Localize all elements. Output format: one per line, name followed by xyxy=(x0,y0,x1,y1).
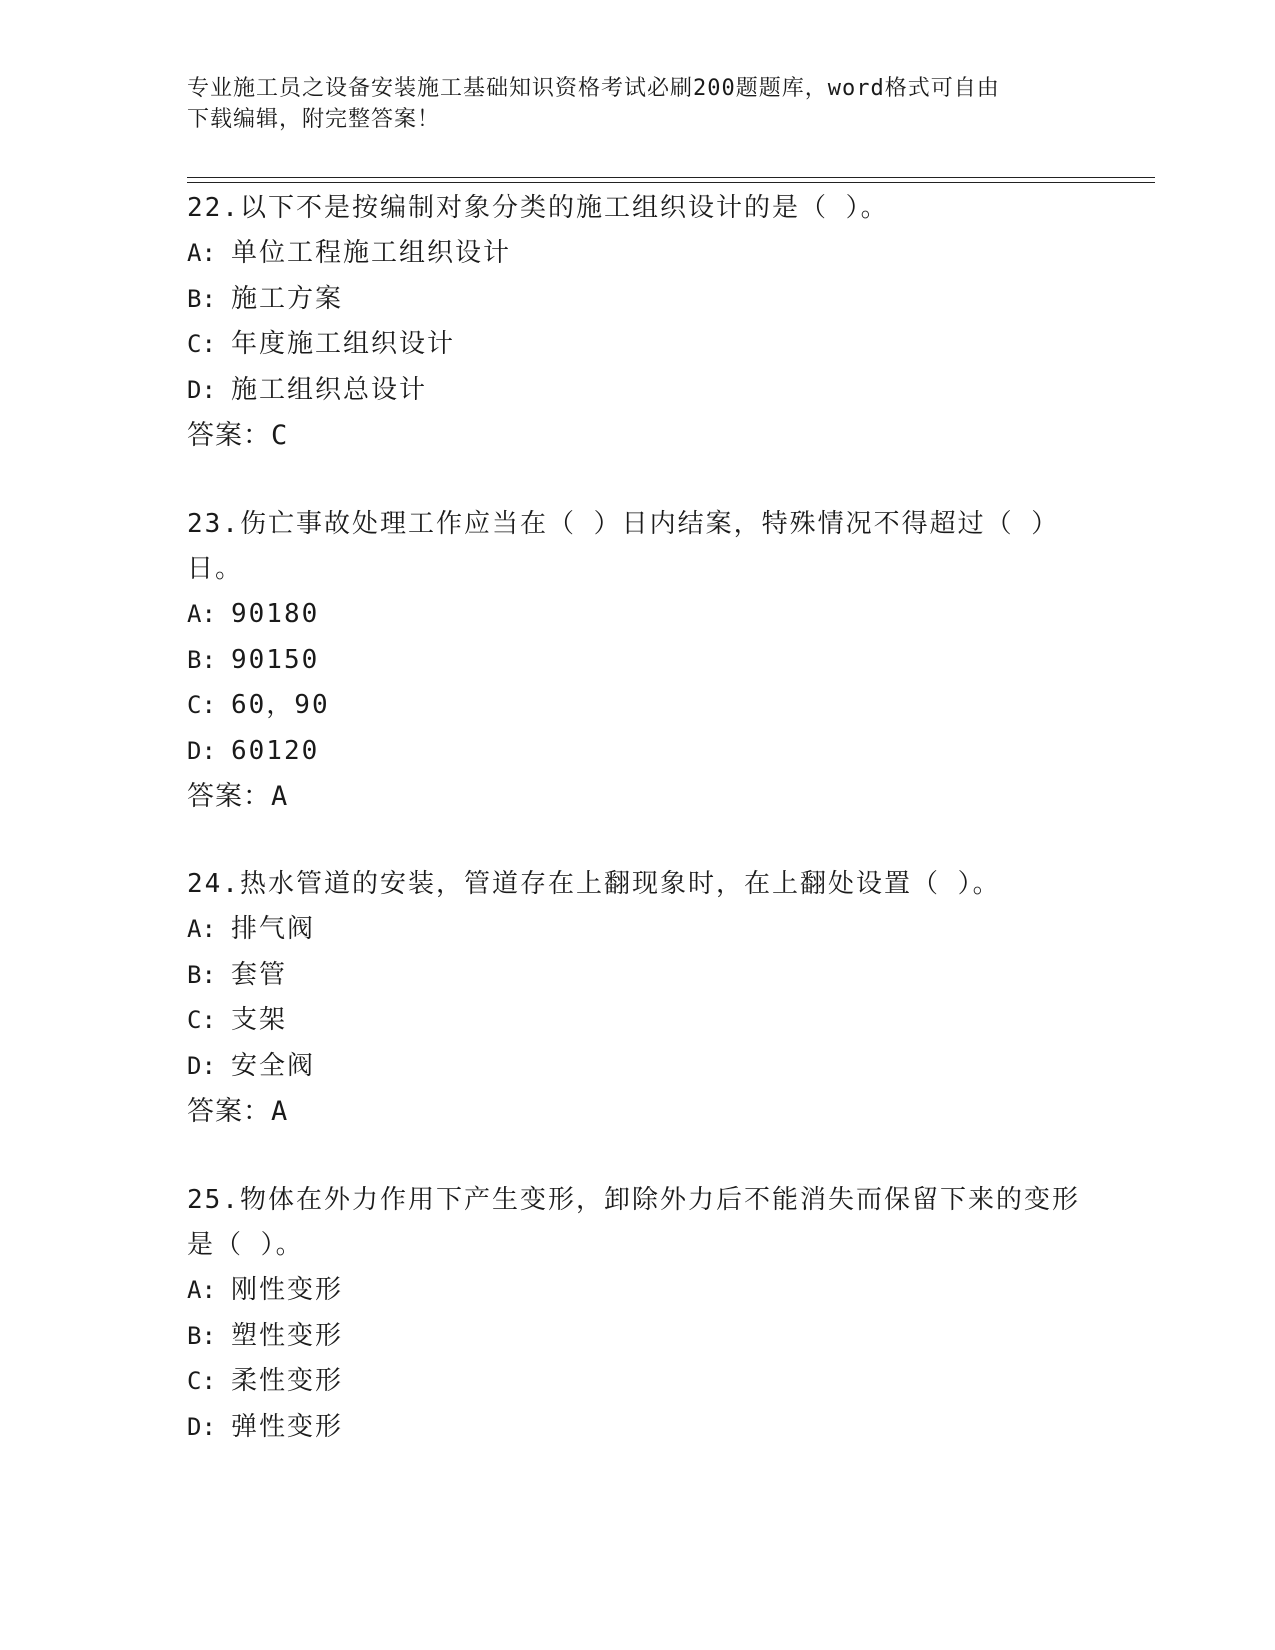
option-text: 施工组织总设计 xyxy=(231,374,428,405)
option-text: 排气阀 xyxy=(231,914,316,944)
option-d xyxy=(187,368,1087,414)
option-letter: B: xyxy=(187,960,216,989)
option-text: 60，90 xyxy=(231,690,330,720)
header-line-2: 下载编辑，附完整答案！ xyxy=(187,107,441,132)
option-letter: B: xyxy=(187,284,216,313)
question-23 xyxy=(187,502,1087,819)
option-a xyxy=(187,592,1087,638)
option-text: 柔性变形 xyxy=(231,1366,344,1396)
option-text: 单位工程施工组织设计 xyxy=(231,238,512,268)
question-22 xyxy=(187,186,1087,458)
option-letter: C: xyxy=(187,691,216,719)
header-divider-top xyxy=(187,177,1155,178)
option-a xyxy=(187,1268,1087,1314)
option-letter: C: xyxy=(187,330,216,358)
option-text: 弹性变形 xyxy=(231,1411,344,1442)
question-25 xyxy=(187,1178,1087,1450)
answer xyxy=(187,413,1087,458)
option-letter: C: xyxy=(187,1367,216,1395)
question-text: 22.以下不是按编制对象分类的施工组织设计的是（ ）。 xyxy=(187,193,889,223)
option-letter: A: xyxy=(187,239,216,267)
answer xyxy=(187,1089,1087,1134)
option-text: 90180 xyxy=(231,599,320,629)
option-a xyxy=(187,231,1087,277)
option-c xyxy=(187,322,1087,368)
option-letter: D: xyxy=(187,1051,216,1080)
option-letter: D: xyxy=(187,1412,216,1441)
option-a xyxy=(187,907,1087,953)
option-b xyxy=(187,638,1087,684)
answer-label: 答案： xyxy=(187,781,271,812)
answer-value: C xyxy=(271,420,289,451)
option-d xyxy=(187,729,1087,775)
answer xyxy=(187,774,1087,819)
option-text: 安全阀 xyxy=(231,1050,316,1081)
option-d xyxy=(187,1405,1087,1451)
option-c xyxy=(187,683,1087,729)
answer-value: A xyxy=(271,781,289,812)
option-text: 90150 xyxy=(231,644,320,675)
option-text: 塑性变形 xyxy=(231,1320,344,1351)
option-letter: A: xyxy=(187,915,216,943)
option-letter: B: xyxy=(187,1321,216,1350)
option-text: 支架 xyxy=(231,1005,288,1035)
question-24 xyxy=(187,862,1087,1134)
option-text: 套管 xyxy=(231,959,288,990)
option-letter: B: xyxy=(187,645,216,674)
option-d xyxy=(187,1044,1087,1090)
question-text: 24.热水管道的安装，管道存在上翻现象时，在上翻处设置（ ）。 xyxy=(187,869,1001,899)
option-c xyxy=(187,1359,1087,1405)
option-text: 年度施工组织设计 xyxy=(231,329,456,359)
option-b xyxy=(187,953,1087,999)
option-c xyxy=(187,998,1087,1044)
option-text: 施工方案 xyxy=(231,283,344,314)
document-header xyxy=(187,73,1087,135)
answer-label: 答案： xyxy=(187,1096,271,1127)
option-text: 刚性变形 xyxy=(231,1275,344,1305)
option-b xyxy=(187,277,1087,323)
question-text: 23.伤亡事故处理工作应当在（ ）日内结案，特殊情况不得超过（ ）日。 xyxy=(187,509,1060,584)
answer-label: 答案： xyxy=(187,420,271,451)
option-letter: D: xyxy=(187,375,216,404)
option-letter: D: xyxy=(187,736,216,765)
option-text: 60120 xyxy=(231,735,320,766)
option-letter: A: xyxy=(187,600,216,628)
header-divider-bottom xyxy=(187,182,1155,183)
question-text: 25.物体在外力作用下产生变形，卸除外力后不能消失而保留下来的变形是（ ）。 xyxy=(187,1185,1080,1260)
option-letter: C: xyxy=(187,1006,216,1034)
answer-value: A xyxy=(271,1096,289,1127)
option-b xyxy=(187,1314,1087,1360)
header-line-1: 专业施工员之设备安装施工基础知识资格考试必刷200题题库，word格式可自由 xyxy=(187,76,1000,101)
option-letter: A: xyxy=(187,1276,216,1304)
